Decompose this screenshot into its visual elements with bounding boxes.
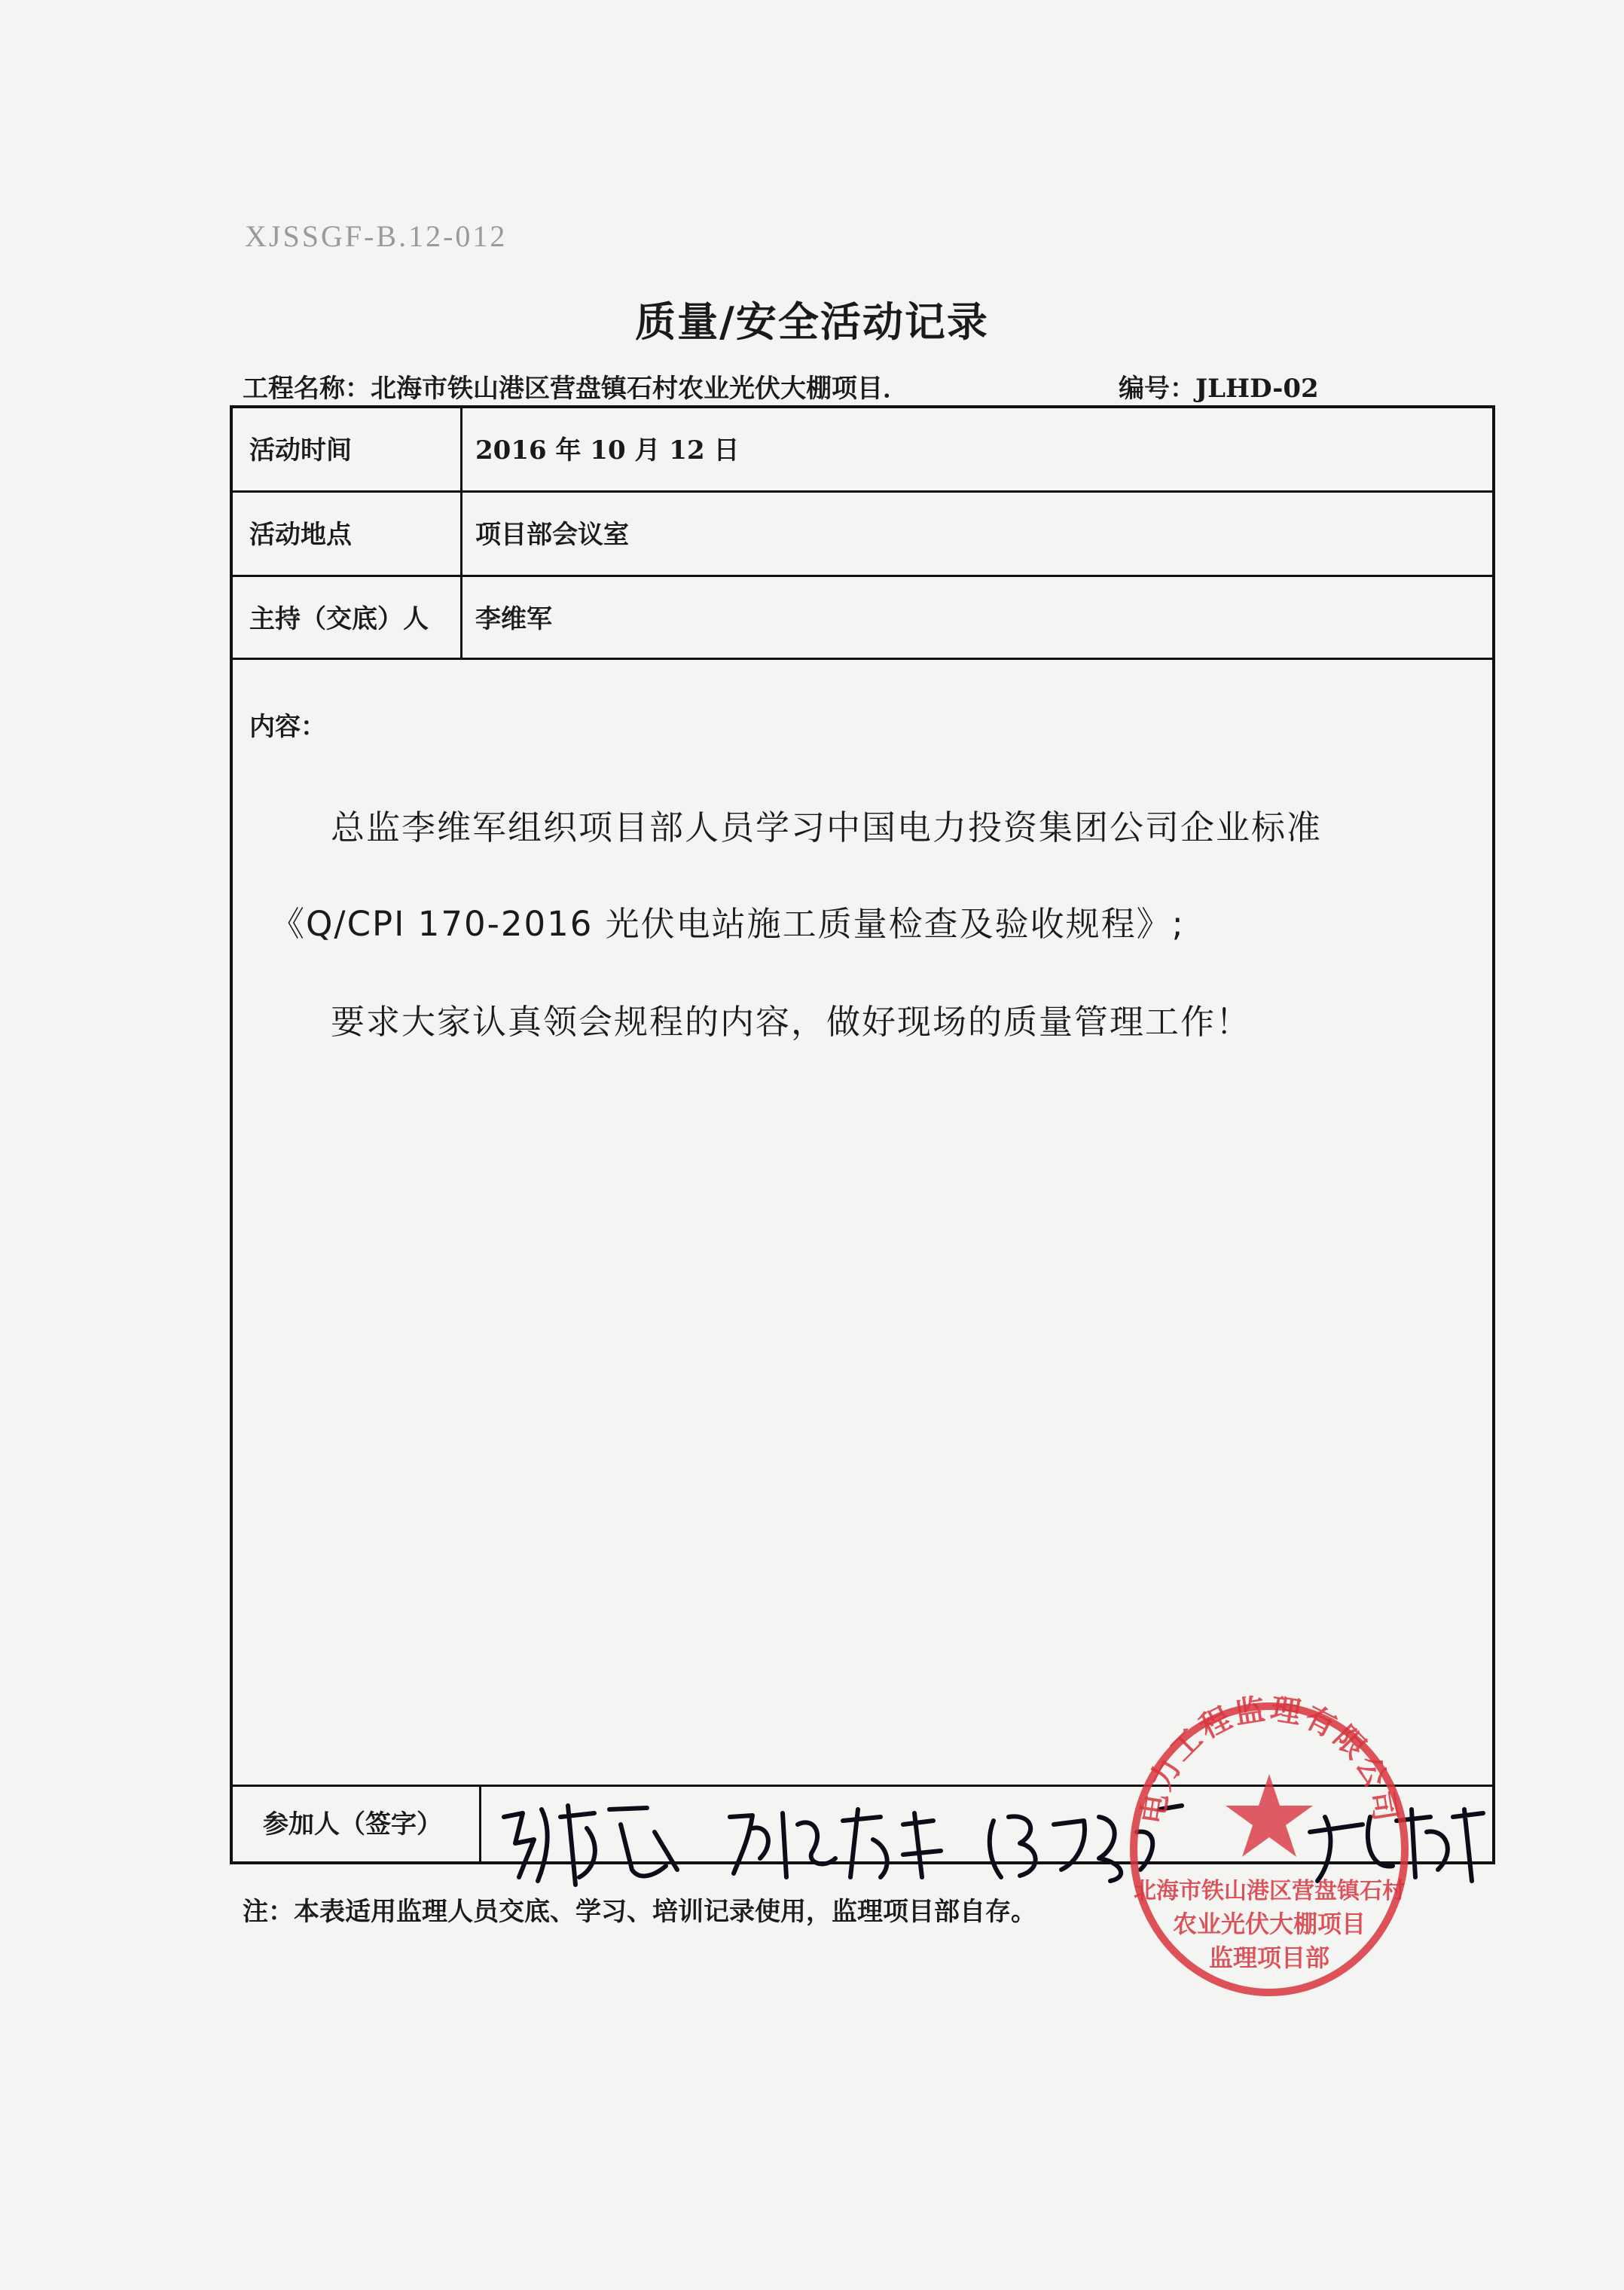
form-code: XJSSGF-B.12-012 [245,219,508,253]
footnote: 注：本表适用监理人员交底、学习、培训记录使用，监理项目部自存。 [243,1897,1036,1927]
host-label: 主持（交底）人 [233,577,462,658]
content-label: 内容： [249,712,326,742]
project-name: 工程名称：北海市铁山港区营盘镇石村农业光伏大棚项目． [243,374,908,404]
content-paragraph: 总监李维军组织项目部人员学习中国电力投资集团公司企业标准 [331,808,1323,847]
activity-place-row [233,493,1492,577]
content-paragraph: 《Q/CPI 170-2016 光伏电站施工质量检查及验收规程》; [270,904,1185,944]
host-row [233,577,1492,660]
record-table [230,405,1495,1864]
participants-label: 参加人（签字） [233,1787,481,1861]
svg-text:电力工程监理有限公司: 电力工程监理有限公司 [1135,1691,1403,1827]
content-paragraph: 要求大家认真领会规程的内容，做好现场的质量管理工作！ [331,1002,1252,1042]
svg-text:农业光伏大棚项目: 农业光伏大棚项目 [1172,1910,1366,1938]
document-title: 质量/安全活动记录 [635,298,989,346]
svg-text:北海市铁山港区营盘镇石村: 北海市铁山港区营盘镇石村 [1134,1878,1405,1904]
activity-time-value: 2016 年 10 月 12 日 [475,435,740,466]
official-seal-stamp [1119,1676,1420,2008]
activity-time-label: 活动时间 [233,408,462,490]
activity-time-row [233,408,1492,493]
document-number: 编号：JLHD-02 [1119,374,1319,404]
svg-text:监理项目部: 监理项目部 [1208,1943,1330,1972]
activity-place-value: 项目部会议室 [475,520,629,550]
host-value: 李维军 [475,604,552,634]
activity-place-label: 活动地点 [233,493,462,575]
